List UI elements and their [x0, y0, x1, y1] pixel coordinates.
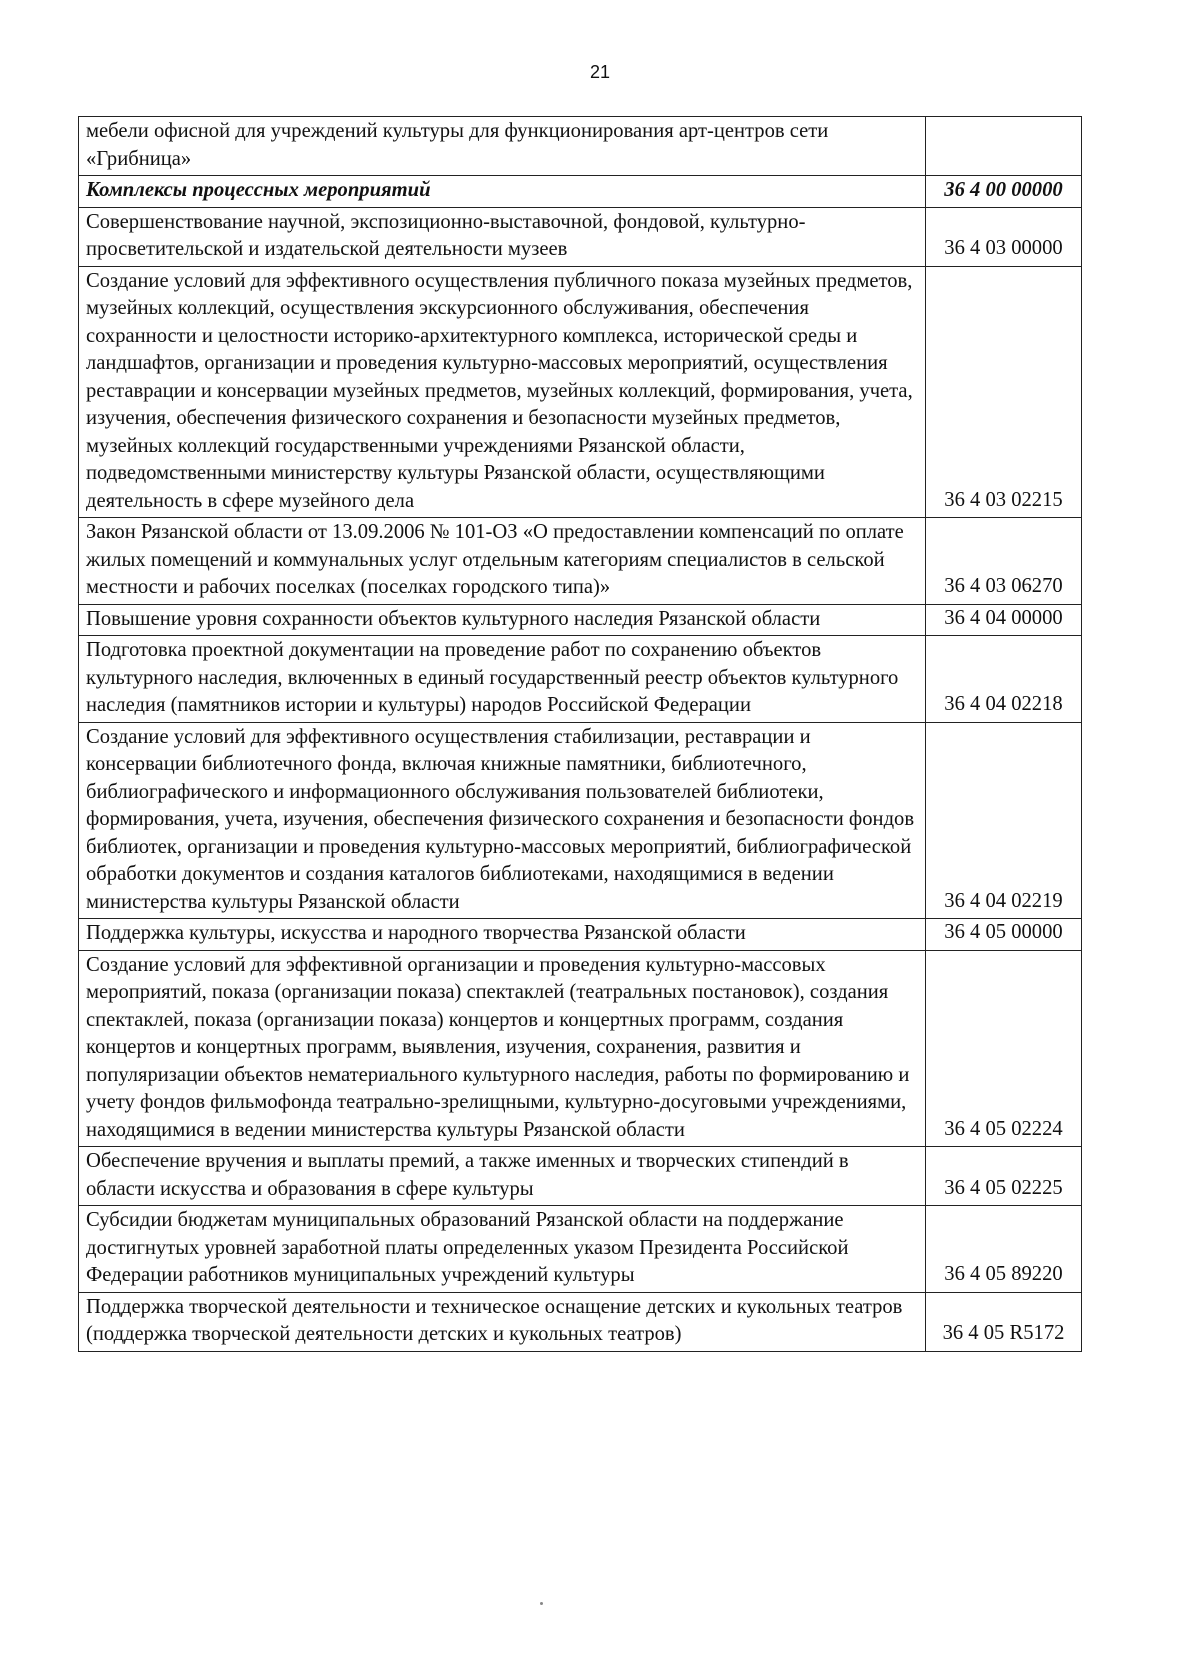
table-row — [79, 950, 1082, 1147]
row-code: 36 4 03 06270 — [926, 518, 1082, 605]
section-header-row — [79, 176, 1082, 208]
row-description: Обеспечение вручения и выплаты премий, а также именных и творческих стипендий в области искусства и образования в сфере культуры — [79, 1147, 926, 1206]
row-description: Поддержка культуры, искусства и народного творчества Рязанской области — [79, 919, 926, 951]
row-code: 36 4 04 02219 — [926, 722, 1082, 919]
row-description: Создание условий для эффективного осуществления стабилизации, реставрации и консервации библиотечного фонда, включая книжные памятники, библиотечного, библиографического и информационного обслуживания пользователей библиотеки, формирования, учета, изучения, обеспечения физического сохранения и безопасности фондов библиотек, организации и проведения культурно-массовых мероприятий, библиографической обработки документов и создания каталогов библиотеками, находящимися в ведении министерства культуры Рязанской области — [79, 722, 926, 919]
table-row — [79, 266, 1082, 518]
table-row — [79, 1292, 1082, 1351]
table-row — [79, 919, 1082, 951]
row-description: Повышение уровня сохранности объектов культурного наследия Рязанской области — [79, 604, 926, 636]
page-number: 21 — [589, 62, 611, 82]
row-description: Создание условий для эффективного осуществления публичного показа музейных предметов, музейных коллекций, осуществления экскурсионного обслуживания, обеспечения сохранности и целостности историко-архитектурного комплекса, исторической среды и ландшафтов, организации и проведения культурно-массовых мероприятий, осуществления реставрации и консервации музейных предметов, музейных коллекций, формирования, учета, изучения, обеспечения физического сохранения и безопасности музейных предметов, музейных коллекций государственными учреждениями Рязанской области, подведомственными министерству культуры Рязанской области, осуществляющими деятельность в сфере музейного дела — [79, 266, 926, 518]
table-row — [79, 636, 1082, 723]
row-code: 36 4 04 02218 — [926, 636, 1082, 723]
table-row — [79, 117, 1082, 176]
row-description: Создание условий для эффективной организации и проведения культурно-массовых мероприятий, показа (организации показа) спектаклей (театральных постановок), создания спектаклей, показа (организации показа) концертов и концертных программ, создания концертов и концертных программ, выявления, изучения, сохранения, развития и популяризации объектов нематериального культурного наследия, работы по формированию и учету фондов фильмофонда театрально-зрелищными, культурно-досуговыми учреждениями, находящимися в ведении министерства культуры Рязанской области — [79, 950, 926, 1147]
row-description: Закон Рязанской области от 13.09.2006 № 101-ОЗ «О предоставлении компенсаций по оплате жилых помещений и коммунальных услуг отдельным категориям специалистов в сельской местности и рабочих поселках (поселках городского типа)» — [79, 518, 926, 605]
row-code: 36 4 05 89220 — [926, 1206, 1082, 1293]
section-title: Комплексы процессных мероприятий — [79, 176, 926, 208]
row-description: Подготовка проектной документации на проведение работ по сохранению объектов культурного наследия, включенных в единый государственный реестр объектов культурного наследия (памятников истории и культуры) народов Российской Федерации — [79, 636, 926, 723]
row-code: 36 4 03 00000 — [926, 207, 1082, 266]
budget-classification-table — [78, 116, 1082, 1352]
section-code: 36 4 00 00000 — [926, 176, 1082, 208]
table-row — [79, 604, 1082, 636]
row-code: 36 4 04 00000 — [926, 604, 1082, 636]
table-row — [79, 207, 1082, 266]
row-description: Поддержка творческой деятельности и техническое оснащение детских и кукольных театров (поддержка творческой деятельности детских и кукольных театров) — [79, 1292, 926, 1351]
table-row — [79, 722, 1082, 919]
row-description: Совершенствование научной, экспозиционно-выставочной, фондовой, культурно-просветительской и издательской деятельности музеев — [79, 207, 926, 266]
row-code: 36 4 05 02224 — [926, 950, 1082, 1147]
row-description: Субсидии бюджетам муниципальных образований Рязанской области на поддержание достигнутых уровней заработной платы определенных указом Президента Российской Федерации работников муниципальных учреждений культуры — [79, 1206, 926, 1293]
table-row — [79, 1206, 1082, 1293]
row-code: 36 4 03 02215 — [926, 266, 1082, 518]
row-description: мебели офисной для учреждений культуры для функционирования арт-центров сети «Грибница» — [79, 117, 926, 176]
scan-artifact-dot — [540, 1602, 543, 1605]
table-row — [79, 518, 1082, 605]
row-code: 36 4 05 00000 — [926, 919, 1082, 951]
row-code — [926, 117, 1082, 176]
table-row — [79, 1147, 1082, 1206]
row-code: 36 4 05 R5172 — [926, 1292, 1082, 1351]
row-code: 36 4 05 02225 — [926, 1147, 1082, 1206]
